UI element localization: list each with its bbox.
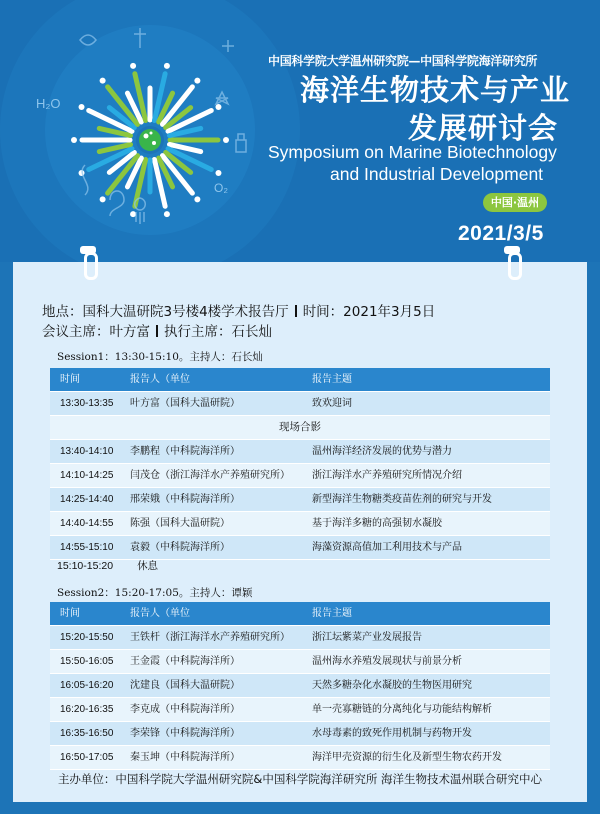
row-topic: 海藻资源高值加工利用技术与产品 bbox=[312, 542, 462, 553]
row-time: 15:20-15:50 bbox=[60, 632, 114, 643]
header-speaker: 报告人（单位 bbox=[130, 608, 190, 619]
break-line bbox=[57, 558, 158, 573]
table-row bbox=[50, 674, 550, 698]
exec-chair-text: 执行主席：石长灿 bbox=[164, 324, 272, 340]
starburst-dot bbox=[194, 196, 200, 202]
starburst-dot bbox=[223, 137, 229, 143]
venue-time-line bbox=[42, 300, 435, 320]
separator bbox=[156, 325, 158, 337]
row-time: 15:50-16:05 bbox=[60, 656, 114, 667]
row-speaker: 李克成（中科院海洋所） bbox=[130, 704, 240, 715]
poster-header bbox=[0, 0, 600, 262]
table-header-row bbox=[50, 602, 550, 626]
row-topic: 浙江海洋水产养殖研究所情况介绍 bbox=[312, 470, 462, 481]
row-topic: 基于海洋多糖的高强韧水凝胶 bbox=[312, 518, 442, 529]
starburst-dot bbox=[100, 78, 106, 84]
starburst-dot bbox=[194, 78, 200, 84]
title-en-line1: Symposium on Marine Biotechnology bbox=[268, 142, 557, 162]
starburst-dot bbox=[79, 104, 85, 110]
table-row bbox=[50, 512, 550, 536]
title-cn-line2: 发展研讨会 bbox=[408, 111, 559, 145]
table-row bbox=[50, 650, 550, 674]
starburst-dot bbox=[130, 63, 136, 69]
row-time: 16:35-16:50 bbox=[60, 728, 114, 739]
row-topic: 致欢迎词 bbox=[312, 398, 352, 409]
row-topic: 温州海洋经济发展的优势与潜力 bbox=[312, 446, 452, 457]
row-topic: 单一壳寡糖链的分离纯化与功能结构解析 bbox=[312, 704, 492, 715]
footer-hosts: 主办单位：中国科学院大学温州研究院&中国科学院海洋研究所 海洋生物技术温州联合研究中心 bbox=[57, 772, 543, 786]
row-speaker: 叶方富（国科大温研院） bbox=[130, 398, 240, 409]
session1-label: Session1：13:30-15:10。主持人：石长灿 bbox=[57, 351, 263, 363]
row-topic: 温州海水养殖发展现状与前景分析 bbox=[312, 656, 462, 667]
row-time: 13:30-13:35 bbox=[60, 398, 114, 409]
starburst-dot bbox=[71, 137, 77, 143]
table-row bbox=[50, 698, 550, 722]
row-time: 14:40-14:55 bbox=[60, 518, 114, 529]
session2-table bbox=[50, 602, 550, 770]
row-speaker: 王铁杆（浙江海洋水产养殖研究所） bbox=[130, 632, 290, 643]
row-speaker: 闫茂仓（浙江海洋水产养殖研究所） bbox=[130, 470, 290, 481]
row-speaker: 王金霞（中科院海洋所） bbox=[130, 656, 240, 667]
row-speaker: 陈强（国科大温研院） bbox=[130, 518, 230, 529]
time-text: 时间：2021年3月5日 bbox=[302, 304, 436, 320]
starburst-dot bbox=[100, 196, 106, 202]
photo-session-row: 现场合影 bbox=[50, 416, 550, 440]
chairs-line bbox=[42, 320, 272, 340]
row-speaker: 秦玉坤（中科院海洋所） bbox=[130, 752, 240, 763]
header-time: 时间 bbox=[60, 608, 80, 619]
organizers-line: 中国科学院大学温州研究院—中国科学院海洋研究所 bbox=[268, 54, 538, 68]
header-topic: 报告主题 bbox=[312, 374, 352, 385]
row-time: 13:40-14:10 bbox=[60, 446, 114, 457]
row-speaker: 袁毅（中科院海洋所） bbox=[130, 542, 230, 553]
table-row bbox=[50, 464, 550, 488]
table-row bbox=[50, 626, 550, 650]
event-date: 2021/3/5 bbox=[458, 222, 544, 245]
starburst-dot bbox=[215, 170, 221, 176]
break-label: 休息 bbox=[137, 560, 159, 572]
header-time: 时间 bbox=[60, 374, 80, 385]
row-time: 14:55-15:10 bbox=[60, 542, 114, 553]
row-time: 16:05-16:20 bbox=[60, 680, 114, 691]
starburst-dot bbox=[164, 63, 170, 69]
row-speaker: 邢荣娥（中科院海洋所） bbox=[130, 494, 240, 505]
header-speaker: 报告人（单位 bbox=[130, 374, 190, 385]
starburst-dot bbox=[164, 211, 170, 217]
table-header-row bbox=[50, 368, 550, 392]
row-topic: 天然多糖杂化水凝胶的生物医用研究 bbox=[312, 680, 472, 691]
table-row bbox=[50, 392, 550, 416]
title-cn-line1: 海洋生物技术与产业 bbox=[300, 73, 571, 107]
table-row bbox=[50, 746, 550, 770]
binder-ring-right bbox=[508, 252, 522, 280]
separator bbox=[295, 305, 297, 317]
row-time: 16:50-17:05 bbox=[60, 752, 114, 763]
venue-text: 地点：国科大温研院3号楼4楼学术报告厅 bbox=[42, 304, 289, 320]
row-speaker: 李荣锋（中科院海洋所） bbox=[130, 728, 240, 739]
location-badge: 中国·温州 bbox=[483, 193, 547, 212]
h2o-label: H₂O bbox=[36, 96, 61, 111]
session1-table bbox=[50, 368, 550, 560]
table-row bbox=[50, 440, 550, 464]
session2-label: Session2：15:20-17:05。主持人：谭颖 bbox=[57, 587, 253, 599]
table-row bbox=[50, 488, 550, 512]
break-time: 15:10-15:20 bbox=[57, 560, 114, 572]
row-topic: 海洋甲壳资源的衍生化及新型生物农药开发 bbox=[312, 752, 502, 763]
row-time: 14:10-14:25 bbox=[60, 470, 114, 481]
row-speaker: 李鹏程（中科院海洋所） bbox=[130, 446, 240, 457]
table-row bbox=[50, 722, 550, 746]
title-en-line2: and Industrial Development bbox=[330, 164, 544, 184]
binder-ring-left bbox=[84, 252, 98, 280]
table-row bbox=[50, 536, 550, 560]
chair-text: 会议主席：叶方富 bbox=[42, 324, 150, 340]
starburst-dot bbox=[215, 104, 221, 110]
row-topic: 浙江坛紫菜产业发展报告 bbox=[312, 632, 422, 643]
row-speaker: 沈建良（国科大温研院） bbox=[130, 680, 240, 691]
row-topic: 新型海洋生物糖类疫苗佐剂的研究与开发 bbox=[312, 494, 492, 505]
header-topic: 报告主题 bbox=[312, 608, 352, 619]
row-time: 16:20-16:35 bbox=[60, 704, 114, 715]
starburst-dot bbox=[130, 211, 136, 217]
o2-label: O₂ bbox=[214, 181, 228, 195]
row-topic: 水母毒素的致死作用机制与药物开发 bbox=[312, 728, 472, 739]
row-time: 14:25-14:40 bbox=[60, 494, 114, 505]
